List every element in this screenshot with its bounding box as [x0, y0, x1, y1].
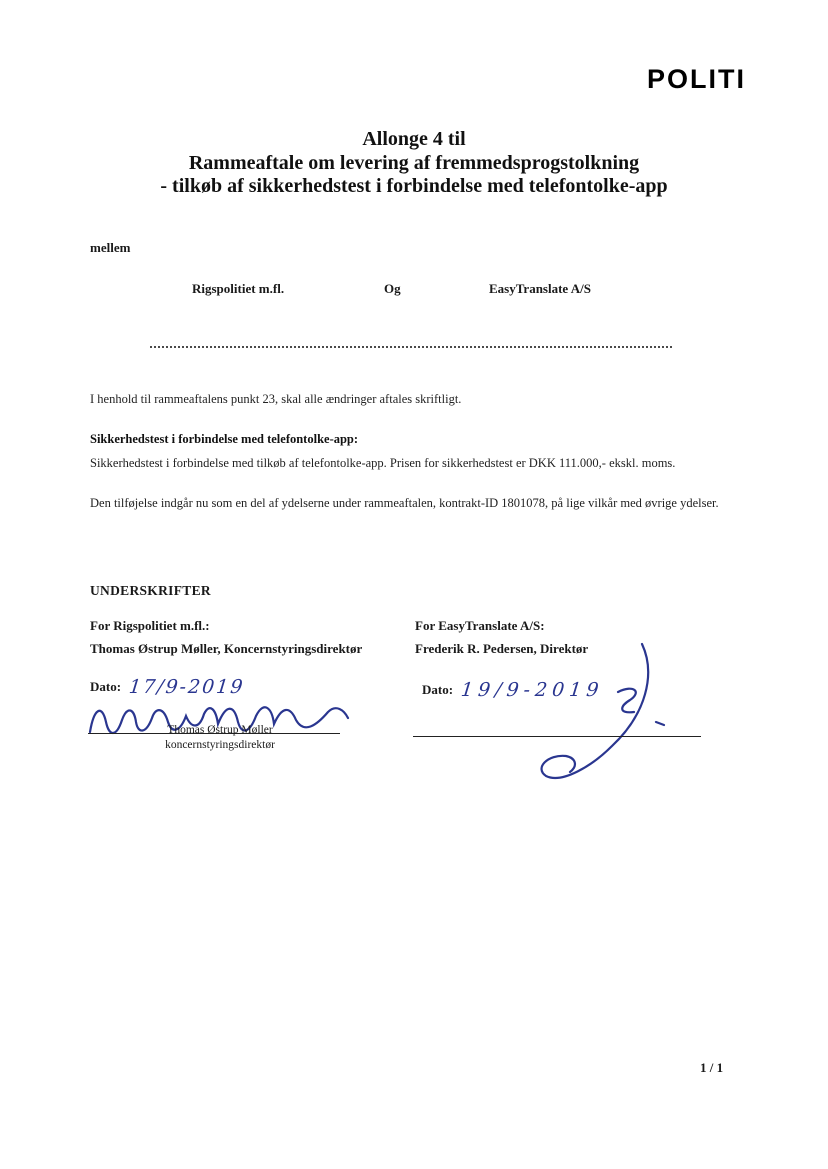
- signatures-heading: UNDERSKRIFTER: [90, 583, 211, 598]
- page-number: 1 / 1: [700, 1060, 724, 1075]
- title-line-3: - tilkøb af sikkerhedstest i forbindelse med telefontolke-app: [160, 175, 668, 198]
- parties-intro-label: mellem: [90, 240, 131, 255]
- sig-left-printed-name: Thomas Østrup Møller: [167, 724, 273, 736]
- politi-logo: POLITI: [647, 64, 746, 94]
- document-title: [0, 128, 828, 199]
- dotted-separator: [150, 346, 672, 348]
- sig-right-date-value-handwritten: 19/9-2019: [459, 679, 605, 701]
- sig-right-date-label: Dato:: [422, 682, 454, 697]
- sig-left-date-value-handwritten: 17/9-2019: [127, 676, 246, 698]
- sig-left-name-line: Thomas Østrup Møller, Koncernstyringsdirektør: [90, 641, 363, 656]
- sig-left-for-line: For Rigspolitiet m.fl.:: [90, 618, 210, 633]
- sig-left-date-row: [90, 676, 245, 698]
- signature-frederik-pedersen: [500, 640, 680, 790]
- title-line-2: Rammeaftale om levering af fremmedsprogstolkning: [188, 151, 640, 174]
- paragraph-price: Sikkerhedstest i forbindelse med tilkøb af telefontolke-app. Prisen for sikkerhedstest er DKK 111.000,- ekskl. moms.: [90, 456, 676, 470]
- paragraph-amendments: I henhold til rammeaftalens punkt 23, skal alle ændringer aftales skriftligt.: [90, 392, 462, 406]
- party-easytranslate: EasyTranslate A/S: [489, 281, 591, 296]
- sig-right-for-line: For EasyTranslate A/S:: [415, 618, 545, 633]
- sig-right-name-line: Frederik R. Pedersen, Direktør: [415, 641, 589, 656]
- sig-left-printed-title: koncernstyringsdirektør: [165, 739, 275, 751]
- heading-security-test: Sikkerhedstest i forbindelse med telefontolke-app:: [90, 432, 359, 446]
- sig-right-signature-line: [413, 736, 701, 737]
- party-conjunction: Og: [384, 281, 401, 296]
- sig-left-date-label: Dato:: [90, 679, 122, 694]
- party-rigspolitiet: Rigspolitiet m.fl.: [192, 281, 285, 296]
- title-line-1: Allonge 4 til: [362, 128, 466, 150]
- paragraph-contract-id: Den tilføjelse indgår nu som en del af ydelserne under rammeaftalen, kontrakt-ID 1801078, på lige vilkår med øvrige ydelser.: [90, 496, 719, 510]
